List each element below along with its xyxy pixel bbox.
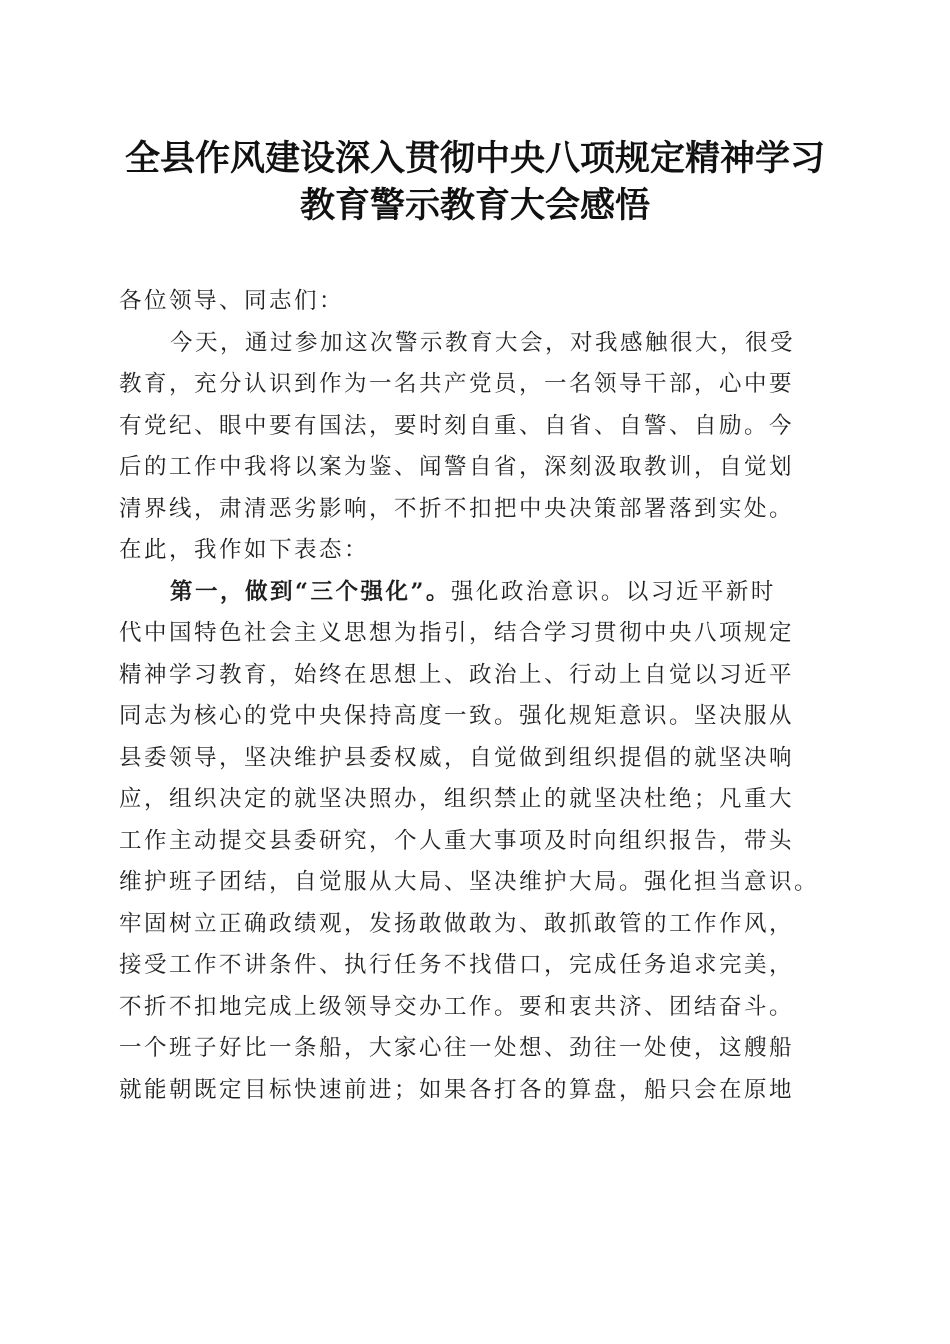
paragraph-2-line: 不折不扣地完成上级领导交办工作。要和衷共济、团结奋斗。 <box>119 993 795 1020</box>
section-heading: 第一，做到“三个强化”。 <box>170 578 451 605</box>
paragraph-1-line: 教育，充分认识到作为一名共产党员，一名领导干部，心中要 <box>119 371 795 397</box>
paragraph-1-line: 后的工作中我将以案为鉴、闻警自省，深刻汲取教训，自觉划 <box>119 454 795 480</box>
paragraph-1-line: 今天，通过参加这次警示教育大会，对我感触很大，很受 <box>170 329 796 356</box>
paragraph-2-line: 同志为核心的党中央保持高度一致。强化规矩意识。坚决服从 <box>119 703 795 729</box>
paragraph-2-line: 代中国特色社会主义思想为指引，结合学习贯彻中央八项规定 <box>119 620 795 646</box>
document-title-line-1: 全县作风建设深入贯彻中央八项规定精神学习 <box>124 138 825 179</box>
salutation: 各位领导、同志们： <box>119 288 345 314</box>
paragraph-2-line: 牢固树立正确政绩观，发扬敢做敢为、敢抓敢管的工作作风， <box>119 910 795 937</box>
paragraph-1-line: 在此，我作如下表态： <box>119 537 370 563</box>
document-title-line-2: 教育警示教育大会感悟 <box>299 185 650 226</box>
paragraph-2-line: 县委领导，坚决维护县委权威，自觉做到组织提倡的就坚决响 <box>119 744 795 771</box>
paragraph-2-line: 就能朝既定目标快速前进；如果各打各的算盘，船只会在原地 <box>119 1076 795 1103</box>
document-body <box>119 281 835 1111</box>
paragraph-1-line: 有党纪、眼中要有国法，要时刻自重、自省、自警、自励。今 <box>119 412 795 439</box>
paragraph-2-line: 工作主动提交县委研究，个人重大事项及时向组织报告，带头 <box>119 827 795 854</box>
paragraph-1-line: 清界线，肃清恶劣影响，不折不扣把中央决策部署落到实处。 <box>119 495 795 522</box>
paragraph-2-text: 强化政治意识。以习近平新时 <box>450 578 776 605</box>
paragraph-2-first-line <box>119 572 835 614</box>
paragraph-2-line: 接受工作不讲条件、执行任务不找借口，完成任务追求完美， <box>119 952 795 978</box>
paragraph-2-line: 维护班子团结，自觉服从大局、坚决维护大局。强化担当意识。 <box>119 869 820 895</box>
paragraph-2-line: 一个班子好比一条船，大家心往一处想、劲往一处使，这艘船 <box>119 1035 795 1061</box>
paragraph-2-line: 精神学习教育，始终在思想上、政治上、行动上自觉以习近平 <box>119 661 795 688</box>
paragraph-2-line: 应，组织决定的就坚决照办，组织禁止的就坚决杜绝；凡重大 <box>119 786 795 812</box>
